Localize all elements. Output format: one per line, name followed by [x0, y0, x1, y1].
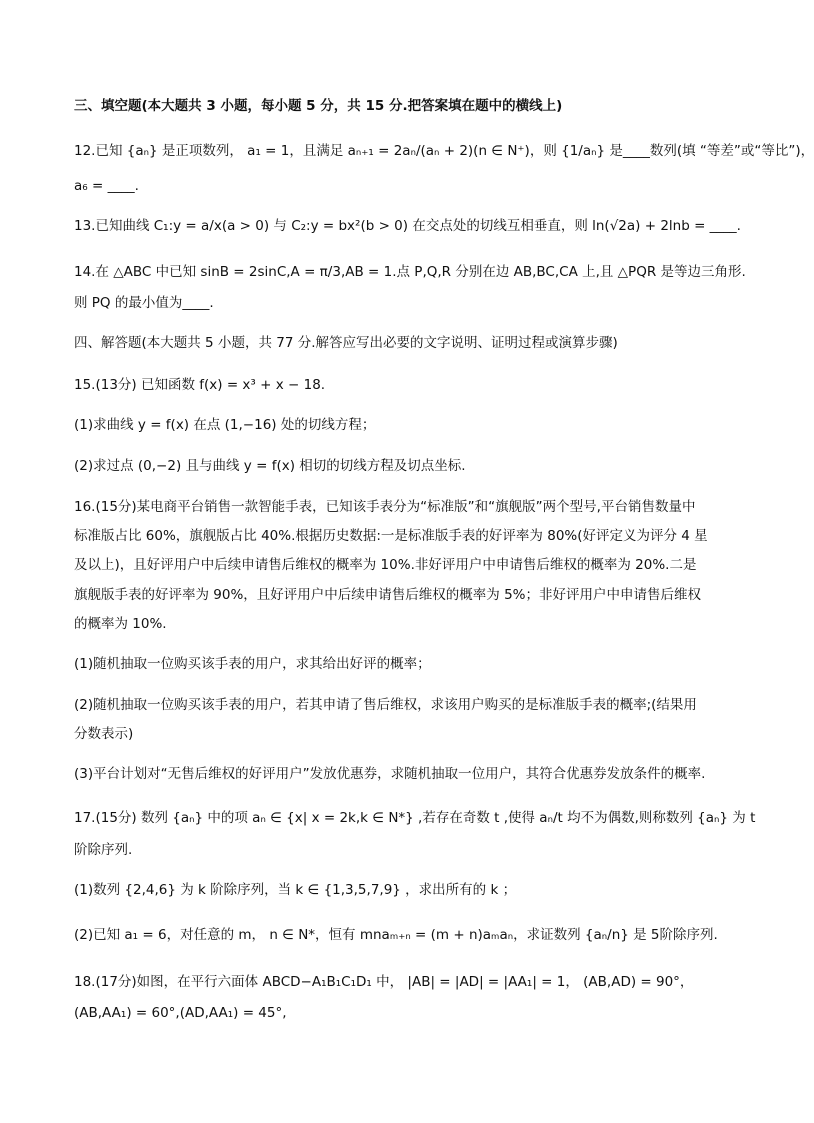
- q18-line-2: (AB,AA₁) = 60°,(AD,AA₁) = 45°,: [74, 1005, 287, 1021]
- q16-part-3: (3)平台计划对“无售后维权的好评用户”发放优惠券，求随机抽取一位用户，其符合优惠券发放条件的概率.: [74, 766, 706, 782]
- q12-line-2: a₆ = ____.: [74, 178, 139, 194]
- q16-line-3: 及以上)，且好评用户中后续申请售后维权的概率为 10%.非好评用户中申请售后维权的概率为 20%.二是: [74, 557, 697, 573]
- q14-line-2: 则 PQ 的最小值为____.: [74, 295, 214, 311]
- section-4-heading: 四、解答题(本大题共 5 小题，共 77 分.解答应写出必要的文字说明、证明过程或演算步骤): [74, 335, 618, 351]
- q18-line-1: 18.(17分)如图，在平行六面体 ABCD−A₁B₁C₁D₁ 中， |AB| = |AD| = |AA₁| = 1， (AB,AD) = 90°，: [74, 974, 694, 990]
- q17-line-1: 17.(15分) 数列 {aₙ} 中的项 aₙ ∈ {x| x = 2k,k ∈ N*} ,若存在奇数 t ,使得 aₙ/t 均不为偶数,则称数列 {aₙ} 为 t: [74, 810, 756, 826]
- q15-part-1: (1)求曲线 y = f(x) 在点 (1,−16) 处的切线方程；: [74, 417, 376, 433]
- q16-line-5: 的概率为 10%.: [74, 616, 167, 632]
- q16-part-2b: 分数表示): [74, 726, 134, 742]
- q15-stem: 15.(13分) 已知函数 f(x) = x³ + x − 18.: [74, 377, 326, 393]
- q16-line-4: 旗舰版手表的好评率为 90%，且好评用户中后续申请售后维权的概率为 5%；非好评用户中申请售后维权: [74, 587, 702, 603]
- q16-line-1: 16.(15分)某电商平台销售一款智能手表，已知该手表分为“标准版”和“旗舰版”两个型号,平台销售数量中: [74, 499, 696, 515]
- q17-part-1: (1)数列 {2,4,6} 为 k 阶除序列，当 k ∈ {1,3,5,7,9} ，求出所有的 k ；: [74, 882, 517, 898]
- section-3-heading: 三、填空题(本大题共 3 小题，每小题 5 分，共 15 分.把答案填在题中的横线上): [74, 98, 563, 114]
- q12-line-1: 12.已知 {aₙ} 是正项数列， a₁ = 1，且满足 aₙ₊₁ = 2aₙ/(aₙ + 2)(n ∈ N⁺)，则 {1/aₙ} 是____数列(填 “等差”或“等比”)，: [74, 143, 814, 159]
- q15-part-2: (2)求过点 (0,−2) 且与曲线 y = f(x) 相切的切线方程及切点坐标.: [74, 458, 466, 474]
- q14-line-1: 14.在 △ABC 中已知 sinB = 2sinC,A = π/3,AB = 1.点 P,Q,R 分别在边 AB,BC,CA 上,且 △PQR 是等边三角形.: [74, 264, 746, 280]
- q16-line-2: 标准版占比 60%，旗舰版占比 40%.根据历史数据:一是标准版手表的好评率为 80%(好评定义为评分 4 星: [74, 528, 708, 544]
- q16-part-2a: (2)随机抽取一位购买该手表的用户，若其申请了售后维权，求该用户购买的是标准版手表的概率;(结果用: [74, 697, 697, 713]
- q16-part-1: (1)随机抽取一位购买该手表的用户，求其给出好评的概率；: [74, 656, 431, 672]
- q17-line-2: 阶除序列.: [74, 842, 133, 858]
- q13-line-1: 13.已知曲线 C₁:y = a/x(a > 0) 与 C₂:y = bx²(b > 0) 在交点处的切线互相垂直，则 ln(√2a) + 2lnb = ____.: [74, 218, 741, 234]
- q17-part-2: (2)已知 a₁ = 6，对任意的 m， n ∈ N*，恒有 mnaₘ₊ₙ = (m + n)aₘaₙ，求证数列 {aₙ/n} 是 5阶除序列.: [74, 927, 718, 943]
